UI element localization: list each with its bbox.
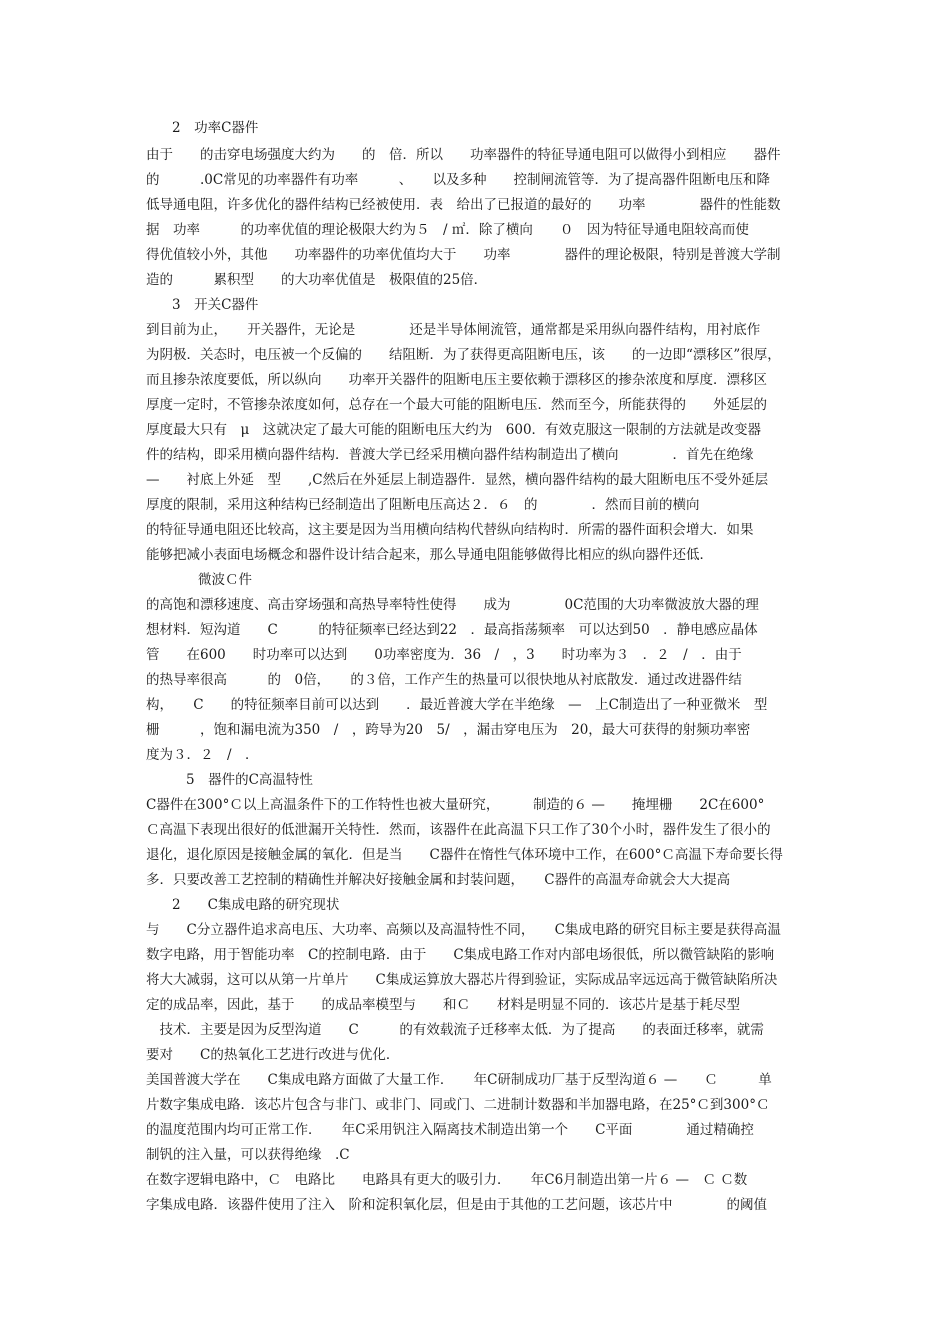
text-line: 厚度一定时，不管掺杂浓度如何，总存在一个最大可能的阻断电压．然而至今，所能获得的 外延层的	[146, 397, 767, 413]
text-line: 退化，退化原因是接触金属的氧化．但是当 C器件在惰性气体环境中工作，在600°Ｃ高温下寿命要长得	[146, 847, 783, 863]
text-line: 数字电路，用于智能功率 C的控制电路．由于 C集成电路工作对内部电场很低，所以微管缺陷的影响	[146, 947, 775, 963]
text-line: 到目前为止， 开关器件，无论是 还是半导体闸流管，通常都是采用纵向器件结构，用衬底作	[146, 322, 761, 338]
text-line: 制钒的注入量，可以获得绝缘 .C	[146, 1147, 350, 1163]
text-line: 与 C分立器件追求高电压、大功率、高频以及高温特性不同， C集成电路的研究目标主要是获得高温	[146, 922, 781, 938]
text-line: 能够把减小表面电场概念和器件设计结合起来，那么导通电阻能够做得比相应的纵向器件还低．	[146, 547, 713, 563]
text-line: 的 .0C常见的功率器件有功率 、 以及多种 控制闸流管等．为了提高器件阻断电压和降	[146, 172, 770, 188]
text-line: 栅 ，饱和漏电流为350 / ，跨导为20 5/ ，漏击穿电压为 20，最大可获得的射频功率密	[146, 722, 751, 738]
text-line: 定的成品率，因此，基于 的成品率模型与 和Ｃ 材料是明显不同的．该芯片是基于耗尽型	[146, 997, 740, 1013]
text-line: 构， C 的特征频率目前可以达到 ．最近普渡大学在半绝缘 — 上C制造出了一种亚微米 型	[146, 697, 768, 713]
text-line: 多．只要改善工艺控制的精确性并解决好接触金属和封装问题， C器件的高温寿命就会大大提高	[146, 872, 731, 888]
text-line: 片数字集成电路．该芯片包含与非门、或非门、同或门、二进制计数器和半加器电路，在25°Ｃ到300°Ｃ	[146, 1097, 770, 1113]
text-line: 想材料．短沟道 C 的特征频率已经达到22 ．最高指荡频率 可以达到50 ．静电感应晶体	[146, 622, 758, 638]
text-line: 为阴极．关态时，电压被一个反偏的 结阻断．为了获得更高阻断电压，该 的一边即“漂移区”很厚，	[146, 347, 781, 363]
text-line: C器件在300°Ｃ以上高温条件下的工作特性也被大量研究， 制造的６ — 掩埋栅 2C在600°	[146, 797, 765, 813]
text-line: 厚度最大只有 μ 这就决定了最大可能的阻断电压大约为 600．有效克服这一限制的方法就是改变器	[146, 422, 762, 438]
section-heading: 微波Ｃ件	[198, 572, 252, 588]
section-heading: 5 器件的C高温特性	[186, 772, 313, 788]
text-line: 在数字逻辑电路中，Ｃ 电路比 电路具有更大的吸引力． 年C6月制造出第一片６ — Ｃ Ｃ数	[146, 1172, 748, 1188]
text-line: 据 功率 的功率优值的理论极限大约为５ / ㎡．除了横向 ０ 因为特征导通电阻较高而使	[146, 222, 749, 238]
text-line: 技术．主要是因为反型沟道 C 的有效载流子迁移率太低．为了提高 的表面迁移率，就需	[146, 1022, 764, 1038]
text-line: 由于 的击穿电场强度大约为 的 倍．所以 功率器件的特征导通电阻可以做得小到相应 器件	[146, 147, 781, 163]
text-line: 的热导率很高 的 0倍， 的３倍，工作产生的热量可以很快地从衬底散发．通过改进器件结	[146, 672, 742, 688]
text-line: 而且掺杂浓度要低，所以纵向 功率开关器件的阻断电压主要依赖于漂移区的掺杂浓度和厚度．漂移区	[146, 372, 767, 388]
text-line: — 衬底上外延 型 ,C然后在外延层上制造器件．显然，横向器件结构的最大阻断电压不受外延层	[146, 472, 769, 488]
text-line: 的高饱和漂移速度、高击穿场强和高热导率特性使得 成为 0C范围的大功率微波放大器的理	[146, 597, 759, 613]
text-line: 的特征导通电阻还比较高，这主要是因为当用横向结构代替纵向结构时．所需的器件面积会增大．如果	[146, 522, 754, 538]
text-line: 厚度的限制，采用这种结构已经制造出了阻断电压高达２．６ 的 ．然而目前的横向	[146, 497, 700, 513]
text-line: 的温度范围内均可正常工作． 年C采用钒注入隔离技术制造出第一个 C平面 通过精确控	[146, 1122, 754, 1138]
text-line: 要对 C的热氧化工艺进行改进与优化．	[146, 1047, 400, 1063]
section-heading: 2 C集成电路的研究现状	[172, 897, 340, 913]
text-line: 管 在600 时功率可以达到 0功率密度为．36 / ，3 时功率为３ ．２ / ．由于	[146, 647, 742, 663]
section-heading: 2 功率C器件	[172, 120, 259, 136]
text-line: 得优值较小外，其他 功率器件的功率优值均大于 功率 器件的理论极限，特别是普渡大学制	[146, 247, 781, 263]
text-line: 低导通电阻，许多优化的器件结构已经被使用．表 给出了已报道的最好的 功率 器件的性能数	[146, 197, 781, 213]
text-line: 造的 累积型 的大功率优值是 极限值的25倍．	[146, 272, 488, 288]
section-heading: 3 开关C器件	[172, 297, 259, 313]
text-line: Ｃ高温下表现出很好的低泄漏开关特性．然而，该器件在此高温下只工作了30个小时，器件发生了很小的	[146, 822, 771, 838]
text-line: 件的结构，即采用横向器件结构．普渡大学已经采用横向器件结构制造出了横向 ．首先在绝缘	[146, 447, 754, 463]
text-line: 度为３．２ / ．	[146, 747, 259, 763]
text-line: 将大大减弱，这可以从第一片单片 C集成运算放大器芯片得到验证，实际成品宰远远高于微管缺陷所决	[146, 972, 778, 988]
text-line: 字集成电路．该器件使用了注入 阶和淀积氧化层，但是由于其他的工艺问题，该芯片中 的阈值	[146, 1197, 767, 1213]
text-line: 美国普渡大学在 C集成电路方面做了大量工作． 年C研制成功厂基于反型沟道６ — Ｃ 单	[146, 1072, 772, 1088]
